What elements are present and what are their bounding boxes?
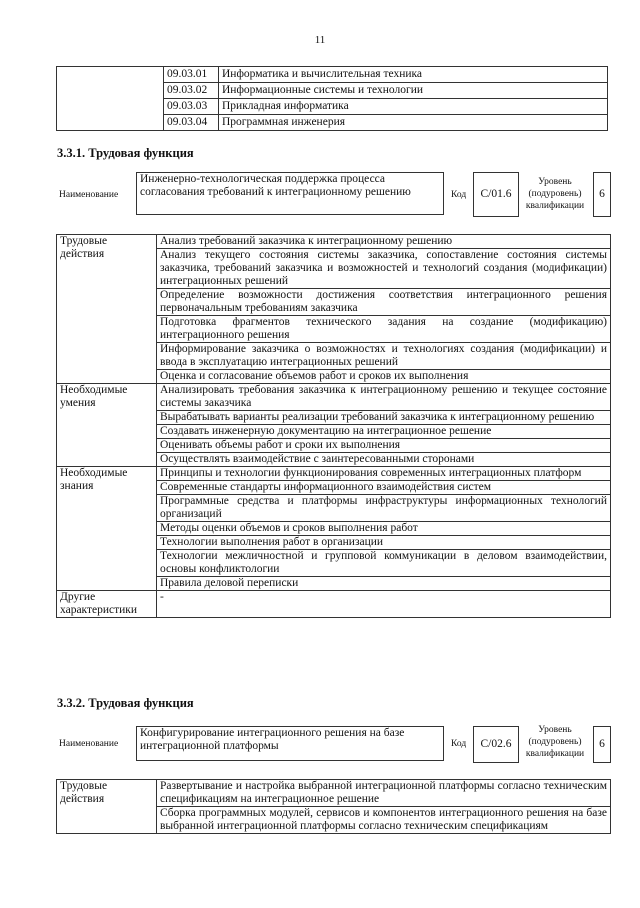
spec-code: 09.03.02 xyxy=(164,83,219,99)
blank-cell xyxy=(57,67,164,131)
skill: Осуществлять взаимодействие с заинтересованными сторонами xyxy=(157,453,611,467)
row-category: Другие характеристики xyxy=(57,591,157,618)
level-label: Уровень (подуровень) квалификации xyxy=(525,177,585,211)
name-label: Наименование xyxy=(59,190,119,200)
spec-code: 09.03.03 xyxy=(164,99,219,115)
function-level: 6 xyxy=(593,726,611,763)
work-action: Анализ текущего состояния системы заказчика, сопоставление состояния системы заказчика, требований заказчика и возможностей и технологий создания (модификации) интеграционных решений xyxy=(157,249,611,289)
knowledge-item: Технологии межличностной и групповой коммуникации в деловом взаимодействии, основы конфликтологии xyxy=(157,550,611,577)
function-table xyxy=(56,234,611,618)
knowledge-item: Методы оценки объемов и сроков выполнения работ xyxy=(157,522,611,536)
knowledge-item: Программные средства и платформы инфраструктуры информационных технологий организаций xyxy=(157,495,611,522)
work-action: Оценка и согласование объемов работ и сроков их выполнения xyxy=(157,370,611,384)
work-action: Сборка программных модулей, сервисов и компонентов интеграционного решения на базе выбранной интеграционной платформы согласно техническим спецификациям xyxy=(157,807,611,834)
section-heading: 3.3.1. Трудовая функция xyxy=(57,146,194,160)
row-category: Трудовые действия xyxy=(57,235,157,384)
function-code: C/01.6 xyxy=(473,172,519,217)
name-label: Наименование xyxy=(59,739,119,749)
skill: Оценивать объемы работ и сроки их выполнения xyxy=(157,439,611,453)
function-level: 6 xyxy=(593,172,611,217)
skill: Вырабатывать варианты реализации требований заказчика к интеграционному решению xyxy=(157,411,611,425)
table-row xyxy=(57,67,608,83)
row-category: Необходимые умения xyxy=(57,384,157,467)
page-number: 11 xyxy=(314,34,326,46)
skill: Анализировать требования заказчика к интеграционному решению и текущее состояние системы заказчика xyxy=(157,384,611,411)
table-row xyxy=(57,467,611,481)
row-category: Трудовые действия xyxy=(57,780,157,834)
table-row xyxy=(57,591,611,618)
spec-name: Программная инженерия xyxy=(219,115,608,131)
work-action: Анализ требований заказчика к интеграционному решению xyxy=(157,235,611,249)
other-characteristics: - xyxy=(157,591,611,618)
function-name: Конфигурирование интеграционного решения на базе интеграционной платформы xyxy=(136,726,444,761)
specialization-table xyxy=(56,66,608,131)
work-action: Подготовка фрагментов технического задания на создание (модификацию) интеграционного решения xyxy=(157,316,611,343)
function-table xyxy=(56,779,611,834)
spec-code: 09.03.01 xyxy=(164,67,219,83)
spec-name: Информатика и вычислительная техника xyxy=(219,67,608,83)
skill: Создавать инженерную документацию на интеграционное решение xyxy=(157,425,611,439)
section-heading: 3.3.2. Трудовая функция xyxy=(57,696,194,710)
work-action: Информирование заказчика о возможностях и технологиях создания (модификации) и ввода в эксплуатацию интеграционных решений xyxy=(157,343,611,370)
function-name: Инженерно-технологическая поддержка процесса согласования требований к интеграционному решению xyxy=(136,172,444,215)
table-row xyxy=(57,384,611,411)
work-action: Развертывание и настройка выбранной интеграционной платформы согласно техническим спецификациям на интеграционное решение xyxy=(157,780,611,807)
spec-name: Прикладная информатика xyxy=(219,99,608,115)
knowledge-item: Правила деловой переписки xyxy=(157,577,611,591)
knowledge-item: Технологии выполнения работ в организации xyxy=(157,536,611,550)
row-category: Необходимые знания xyxy=(57,467,157,591)
table-row xyxy=(57,235,611,249)
work-action: Определение возможности достижения соответствия интеграционного решения первоначальным требованиям заказчика xyxy=(157,289,611,316)
knowledge-item: Принципы и технологии функционирования современных интеграционных платформ xyxy=(157,467,611,481)
level-label: Уровень (подуровень) квалификации xyxy=(525,725,585,759)
knowledge-item: Современные стандарты информационного взаимодействия систем xyxy=(157,481,611,495)
code-label: Код xyxy=(451,739,467,749)
spec-name: Информационные системы и технологии xyxy=(219,83,608,99)
spec-code: 09.03.04 xyxy=(164,115,219,131)
code-label: Код xyxy=(451,190,467,200)
table-row xyxy=(57,780,611,807)
function-code: C/02.6 xyxy=(473,726,519,763)
